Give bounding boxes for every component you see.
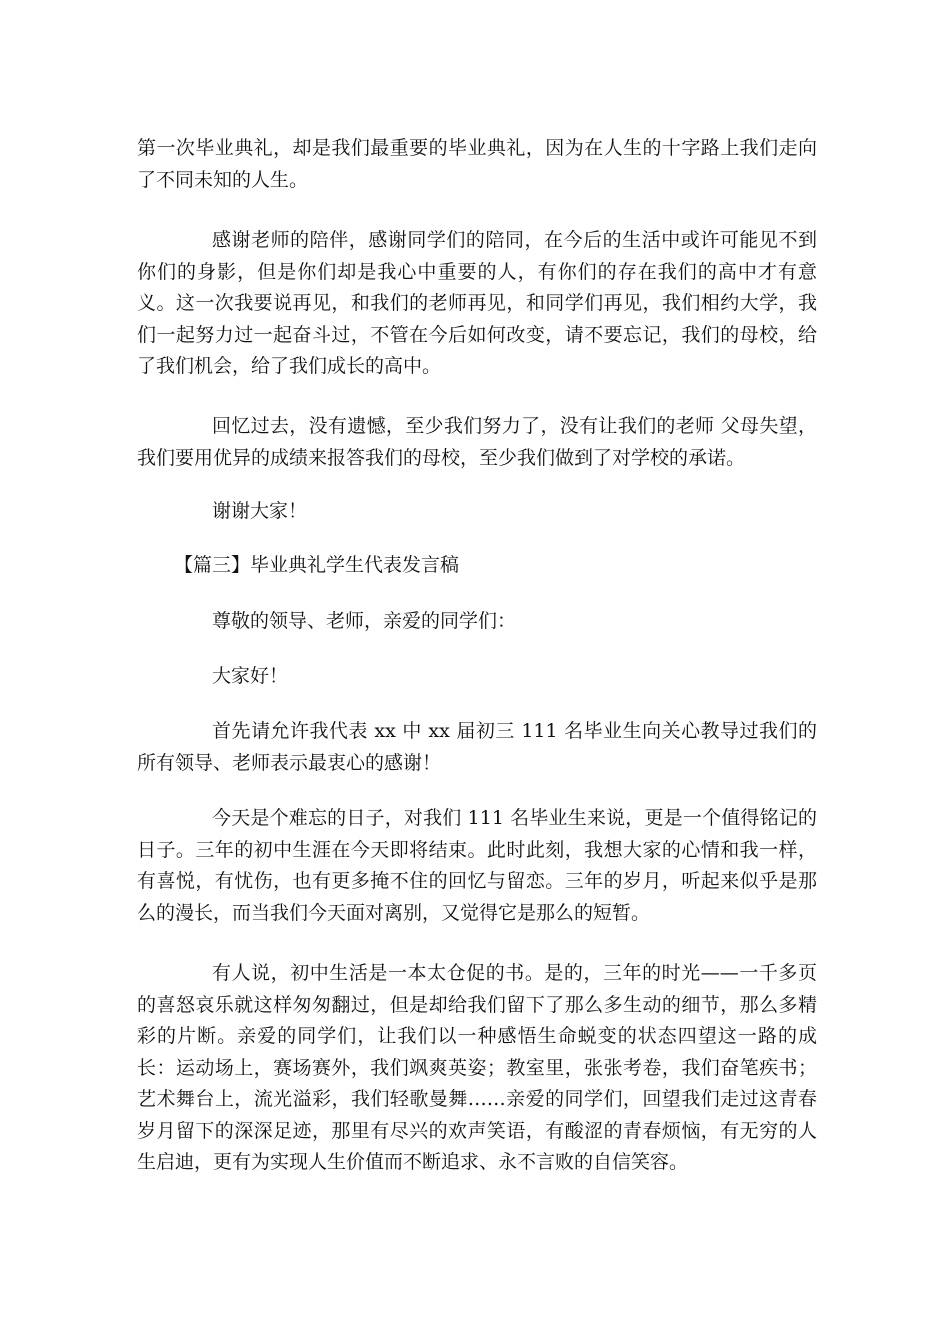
paragraph-continuation: 第一次毕业典礼，却是我们最重要的毕业典礼，因为在人生的十字路上我们走向了不同未知的人生。: [137, 137, 817, 191]
section-heading: 【篇三】毕业典礼学生代表发言稿: [174, 554, 460, 576]
paragraph-memorable-day: 今天是个难忘的日子，对我们 111 名毕业生来说，更是一个值得铭记的日子。三年的初中生涯在今天即将结束。此时此刻，我想大家的心情和我一样，有喜悦，有忧伤，也有更多掩不住的回忆与留恋。三年的岁月，听起来似乎是那么的漫长，而当我们今天面对离别，又觉得它是那么的短暂。: [137, 807, 817, 924]
paragraph-gratitude: 首先请允许我代表 xx 中 xx 届初三 111 名毕业生向关心教导过我们的所有领导、老师表示最衷心的感谢！: [137, 720, 817, 774]
paragraph-memories: 回忆过去，没有遗憾，至少我们努力了，没有让我们的老师 父母失望，我们要用优异的成绩来报答我们的母校，至少我们做到了对学校的承诺。: [137, 415, 817, 469]
paragraph-thank-you: 谢谢大家！: [212, 500, 308, 522]
paragraph-thanks-teachers: 感谢老师的陪伴，感谢同学们的陪同，在今后的生活中或许可能见不到你们的身影，但是你们却是我心中重要的人，有你们的存在我们的高中才有意义。这一次我要说再见，和我们的老师再见，和同学们再见，我们相约大学，我们一起努力过一起奋斗过，不管在今后如何改变，请不要忘记，我们的母校，给了我们机会，给了我们成长的高中。: [137, 229, 817, 377]
paragraph-greeting: 大家好！: [212, 665, 289, 687]
paragraph-salutation: 尊敬的领导、老师，亲爱的同学们：: [212, 610, 517, 632]
paragraph-book-of-life: 有人说，初中生活是一本太仓促的书。是的，三年的时光——一千多页的喜怒哀乐就这样匆匆翻过，但是却给我们留下了那么多生动的细节，那么多精彩的片断。亲爱的同学们，让我们以一种感悟生命蜕变的状态四望这一路的成长：运动场上，赛场赛外，我们飒爽英姿；教室里，张张考卷，我们奋笔疾书；艺术舞台上，流光溢彩，我们轻歌曼舞……亲爱的同学们，回望我们走过这青春岁月留下的深深足迹，那里有尽兴的欢声笑语，有酸涩的青春烦恼，有无穷的人生启迪，更有为实现人生价值而不断追求、永不言败的自信笑容。: [137, 962, 817, 1173]
